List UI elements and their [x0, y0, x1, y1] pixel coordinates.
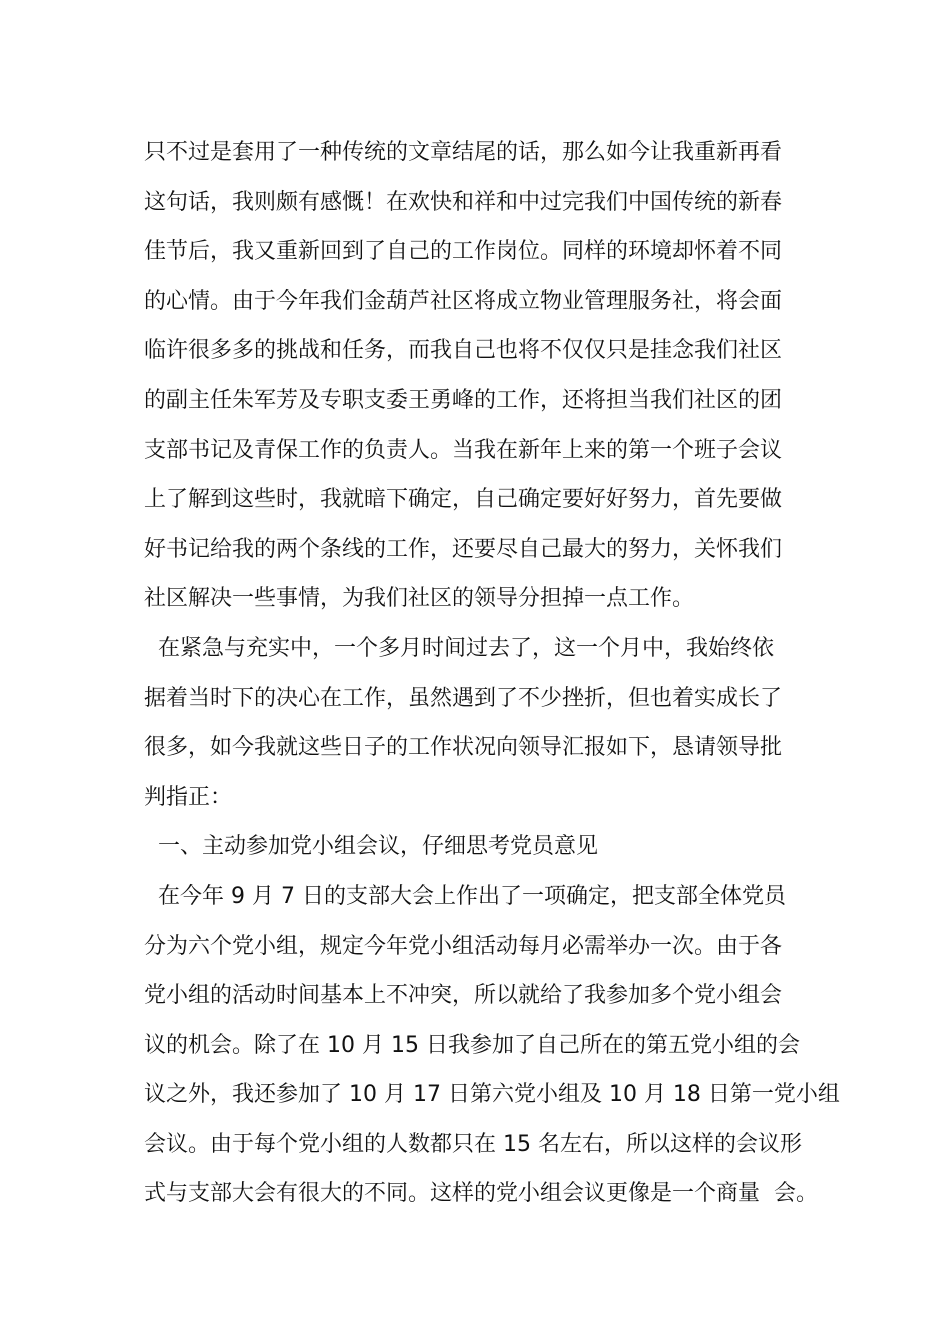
text-line: 据着当时下的决心在工作，虽然遇到了不少挫折，但也着实成长了: [144, 685, 783, 711]
text-line: 这句话，我则颇有感慨！在欢快和祥和中过完我们中国传统的新春: [144, 189, 783, 215]
text-line: 只不过是套用了一种传统的文章结尾的话，那么如今让我重新再看: [144, 140, 783, 165]
text-line: 上了解到这些时，我就暗下确定，自己确定要好好努力，首先要做: [144, 487, 783, 513]
text-line: 议之外，我还参加了 10 月 17 日第六党小组及 10 月 18 日第一党小组: [144, 1082, 840, 1108]
text-line: 式与支部大会有很大的不同。这样的党小组会议更像是一个商量 会。: [144, 1181, 818, 1207]
text-line: 分为六个党小组，规定今年党小组活动每月必需举办一次。由于各: [144, 933, 783, 959]
text-line: 在今年 9 月 7 日的支部大会上作出了一项确定，把支部全体党员: [144, 883, 786, 909]
text-line: 判指正：: [144, 784, 233, 810]
text-line: 在紧急与充实中，一个多月时间过去了，这一个月中，我始终依: [144, 635, 774, 661]
text-line: 临许很多多的挑战和任务，而我自己也将不仅仅只是挂念我们社区: [144, 338, 783, 364]
text-line: 支部书记及青保工作的负责人。当我在新年上来的第一个班子会议: [144, 437, 783, 463]
text-line: 党小组的活动时间基本上不冲突，所以就给了我参加多个党小组会: [144, 983, 783, 1009]
body-text: [144, 128, 844, 1219]
text-line: 议的机会。除了在 10 月 15 日我参加了自己所在的第五党小组的会: [144, 1032, 800, 1058]
text-line: 会议。由于每个党小组的人数都只在 15 名左右，所以这样的会议形: [144, 1131, 802, 1157]
text-line: 的心情。由于今年我们金葫芦社区将成立物业管理服务社，将会面: [144, 288, 783, 314]
text-line: 佳节后，我又重新回到了自己的工作岗位。同样的环境却怀着不同: [144, 239, 783, 265]
text-line: 社区解决一些事情，为我们社区的领导分担掉一点工作。: [144, 586, 695, 612]
text-line: 的副主任朱军芳及专职支委王勇峰的工作，还将担当我们社区的团: [144, 387, 783, 413]
text-line: 很多，如今我就这些日子的工作状况向领导汇报如下，恳请领导批: [144, 735, 783, 761]
text-line: 好书记给我的两个条线的工作，还要尽自己最大的努力，关怀我们: [144, 536, 783, 562]
section-heading: 一、主动参加党小组会议，仔细思考党员意见: [144, 834, 598, 860]
